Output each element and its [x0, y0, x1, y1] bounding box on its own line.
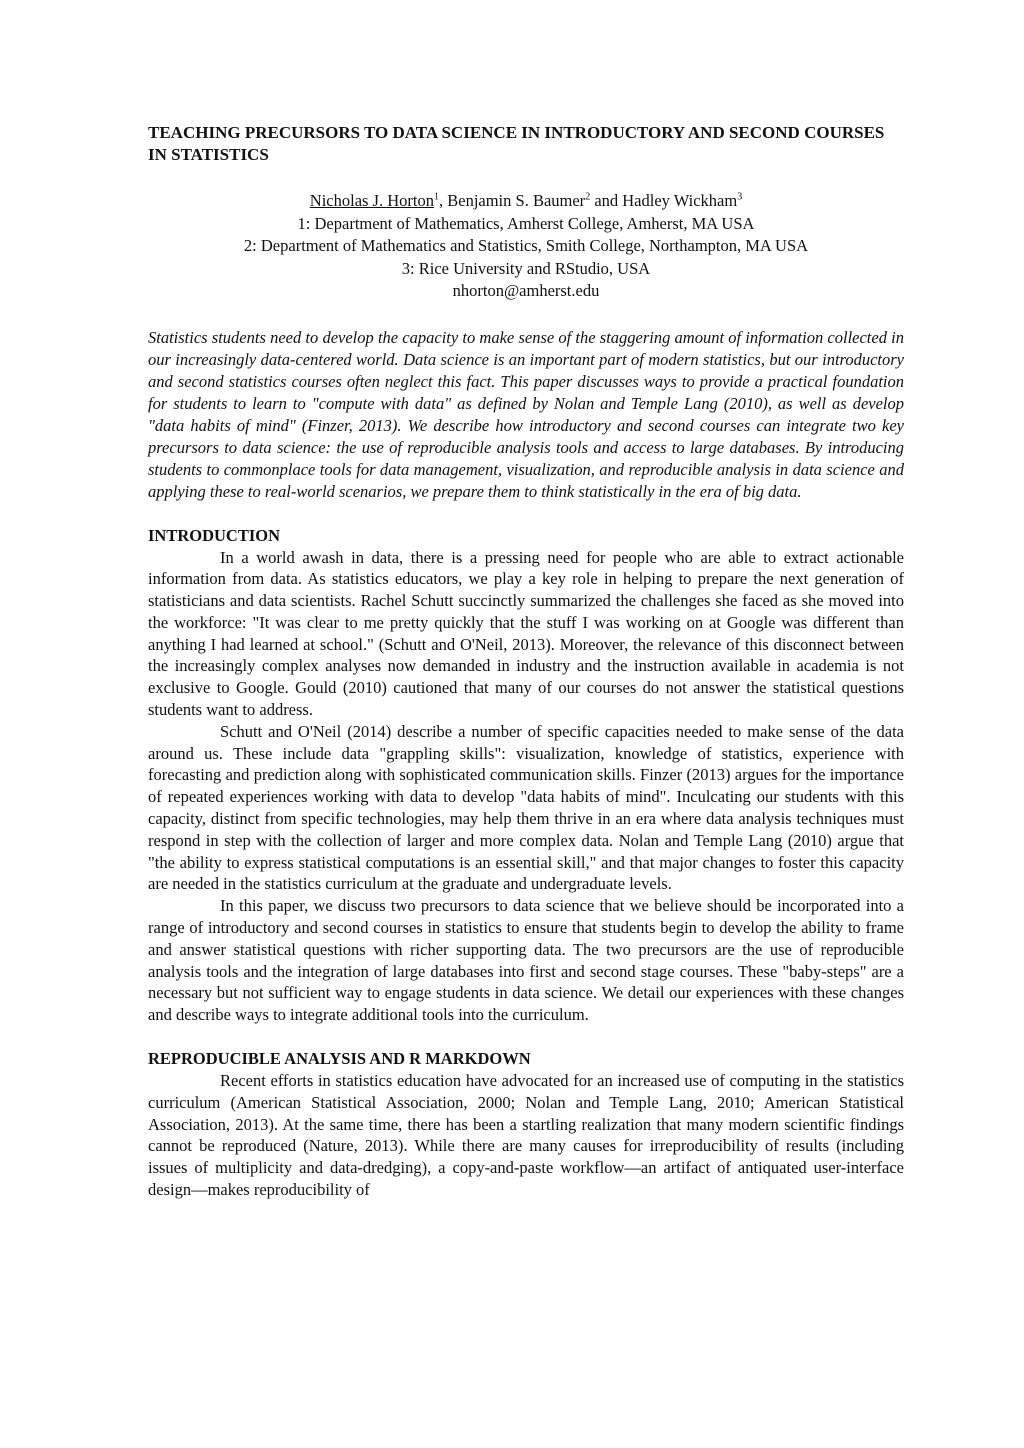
author-3-name: and Hadley Wickham — [590, 191, 738, 210]
author-2-sup: 2 — [585, 191, 591, 203]
affiliation-1: 1: Department of Mathematics, Amherst College, Amherst, MA USA — [297, 213, 755, 233]
affiliation-3: 3: Rice University and RStudio, USA — [401, 258, 651, 278]
paragraph: In a world awash in data, there is a pressing need for people who are able to extract actionable information from data. As statistics educators, we play a key role in helping to prepare the next generation of statisticians and data scientists. Rachel Schutt succinctly summarized the challenges she faced as she moved into the workforce: "It was clear to me pretty quickly that the stuff I was working on at Google was different than anything I had learned at school." (Schutt and O'Neil, 2013). Moreover, the relevance of this disconnect between the increasingly complex analyses now demanded in industry and the instruction available in academia is not exclusive to Google. Gould (2010) cautioned that many of our courses do not answer the statistical questions students want to address. — [148, 547, 904, 720]
author-2-name: , Benjamin S. Baumer — [438, 191, 586, 210]
author-1-sup: 1 — [433, 191, 439, 203]
abstract: Statistics students need to develop the capacity to make sense of the staggering amount of information collected in our increasingly data-centered world. Data science is an important part of modern statistics, but our introductory and second statistics courses often neglect this fact. This paper discusses ways to provide a practical foundation for students to learn to "compute with data" as defined by Nolan and Temple Lang (2010), as well as develop "data habits of mind" (Finzer, 2013). We describe how introductory and second courses can integrate two key precursors to data science: the use of reproducible analysis tools and access to large databases. By introducing students to commonplace tools for data management, visualization, and reproducible analysis in data science and applying these to real-world scenarios, we prepare them to think statistically in the era of big data. — [148, 327, 904, 501]
author-email: nhorton@amherst.edu — [452, 281, 600, 300]
paragraph: Schutt and O'Neil (2014) describe a number of specific capacities needed to make sense of the data around us. These include data "grappling skills": visualization, knowledge of statistics, experience with forecasting and prediction along with sophisticated communication skills. Finzer (2013) argues for the importance of repeated experiences working with data to develop "data habits of mind". Inculcating our students with this capacity, distinct from specific technologies, may help them thrive in an era where data analysis techniques must respond in step with the collection of larger and more complex data. Nolan and Temple Lang (2010) argue that "the ability to express statistical computations is an essential skill," and that major changes to foster this capacity are needed in the statistics curriculum at the graduate and undergraduate levels. — [148, 721, 904, 894]
paper-title: TEACHING PRECURSORS TO DATA SCIENCE IN INTRODUCTORY AND SECOND COURSES IN STATISTICS — [148, 123, 885, 164]
section-heading: REPRODUCIBLE ANALYSIS AND R MARKDOWN — [148, 1049, 531, 1069]
author-3-sup: 3 — [737, 191, 743, 203]
section-reproducible-analysis — [148, 1048, 904, 1201]
author-1-name: Nicholas J. Horton — [309, 191, 434, 210]
paper-page — [148, 122, 904, 1223]
paragraph: In this paper, we discuss two precursors to data science that we believe should be incorporated into a range of introductory and second courses in statistics to ensure that students begin to develop the ability to frame and answer statistical questions with richer supporting data. The two precursors are the use of reproducible analysis tools and the integration of large databases into first and second stage courses. These "baby-steps" are a necessary but not sufficient way to engage students in data science. We detail our experiences with these changes and describe ways to integrate additional tools into the curriculum. — [148, 896, 904, 1025]
author-block — [148, 190, 904, 303]
paragraph: Recent efforts in statistics education have advocated for an increased use of computing in the statistics curriculum (American Statistical Association, 2000; Nolan and Temple Lang, 2010; American Statistical Association, 2013). At the same time, there has been a startling realization that many modern scientific findings cannot be reproduced (Nature, 2013). While there are many causes for irreproducibility of results (including issues of multiplicity and data-dredging), a copy-and-paste workflow—an artifact of antiquated user-interface design—makes reproducibility of — [148, 1071, 904, 1200]
author-line — [148, 190, 904, 213]
section-introduction — [148, 525, 904, 1027]
section-heading: INTRODUCTION — [148, 525, 281, 545]
affiliation-2: 2: Department of Mathematics and Statistics, Smith College, Northampton, MA USA — [243, 236, 809, 255]
